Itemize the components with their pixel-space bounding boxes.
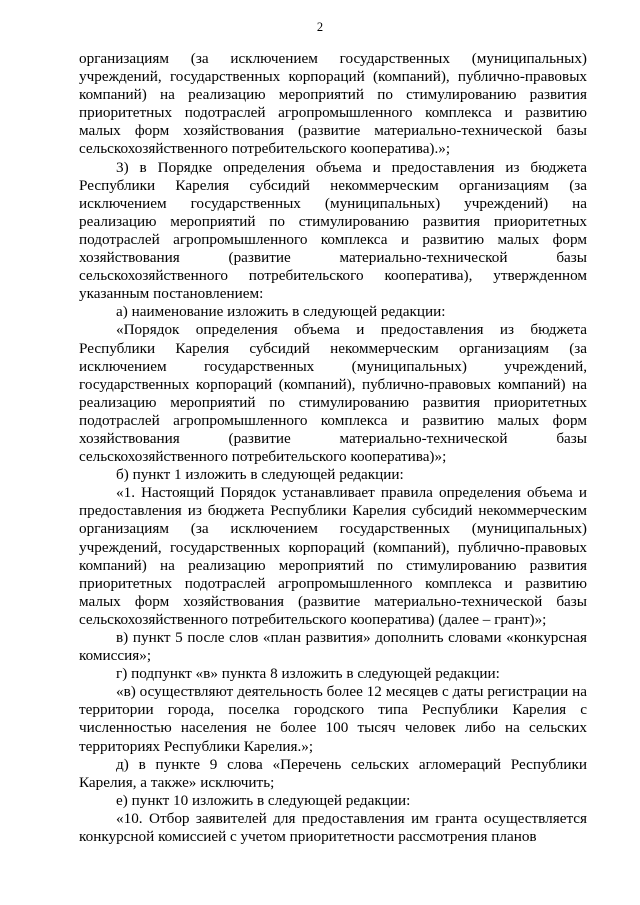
paragraph-quoted-point-1: «1. Настоящий Порядок устанавливает правила определения объема и предоставления из бюджета Республики Карелия субсидий некоммерческим организациям (за исключением государственных (муниципальных) учреждений, государственных корпораций (компаний), публично-правовых компаний) на реализацию мероприятий по стимулированию развития приоритетных подотраслей агропромышленного комплекса и развитию малых форм хозяйствования (развитие материально-технической базы сельскохозяйственного потребительского кооператива) (далее – грант)»; [79,484,587,628]
paragraph-subitem-e: е) пункт 10 изложить в следующей редакции: [116,791,411,809]
paragraph-quoted-point-10: «10. Отбор заявителей для предоставления им гранта осуществляется конкурсной комиссией с учетом приоритетности рассмотрения планов [79,809,587,846]
paragraph-subitem-b: б) пункт 1 изложить в следующей редакции: [116,466,404,484]
paragraph-item-3: 3) в Порядке определения объема и предоставления из бюджета Республики Карелия субсидий некоммерческим организациям (за исключением государственных (муниципальных) учреждений) на реализацию мероприятий по стимулированию развития приоритетных подотраслей агропромышленного комплекса и развитию малых форм хозяйствования (развитие материально-технической базы сельскохозяйственного потребительского кооператива), утвержденном указанным постановлением: [79,158,587,303]
document-body [79,50,587,846]
paragraph-subitem-a: а) наименование изложить в следующей редакции: [116,303,446,321]
paragraph-subitem-g: г) подпункт «в» пункта 8 изложить в следующей редакции: [116,665,500,683]
paragraph-subitem-d: д) в пункте 9 слова «Перечень сельских агломераций Республики Карелия, а также» исключить; [79,755,587,791]
paragraph-subitem-v: в) пункт 5 после слов «план развития» дополнить словами «конкурсная комиссия»; [79,629,587,665]
paragraph-quoted-subpoint-v: «в) осуществляют деятельность более 12 месяцев с даты регистрации на территории города, поселка городского типа Республики Карелия с численностью населения не более 100 тысяч человек либо на сельских территориях Республики Карелия.»; [79,683,587,755]
page-number: 2 [316,20,324,34]
paragraph-continuation: организациям (за исключением государственных (муниципальных) учреждений, государственных корпораций (компаний), публично-правовых компаний) на реализацию мероприятий по стимулированию развития приоритетных подотраслей агропромышленного комплекса и развитию малых форм хозяйствования (развитие материально-технической базы сельскохозяйственного потребительского кооператива).»; [79,50,587,158]
paragraph-quoted-title: «Порядок определения объема и предоставления из бюджета Республики Карелия субсидий некоммерческим организациям (за исключением государственных (муниципальных) учреждений, государственных корпораций (компаний), публично-правовых компаний) на реализацию мероприятий по стимулированию развития приоритетных подотраслей агропромышленного комплекса и развитию малых форм хозяйствования (развитие материально-технической базы сельскохозяйственного потребительского кооператива)»; [79,321,587,466]
